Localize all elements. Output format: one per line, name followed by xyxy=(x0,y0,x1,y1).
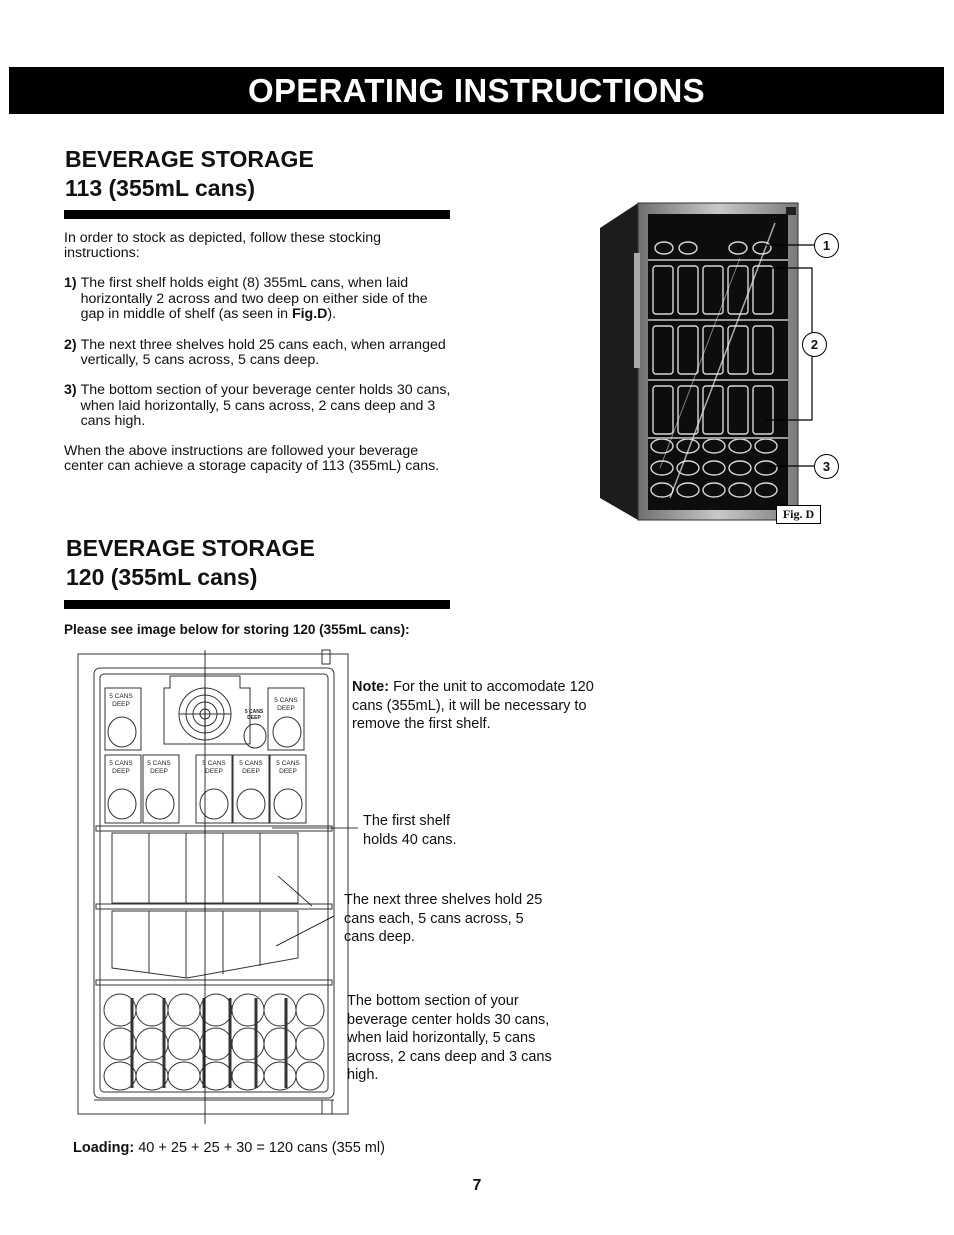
storage-diagram-120 xyxy=(72,648,362,1126)
item1-text xyxy=(81,276,454,322)
section1-intro: In order to stock as depicted, follow these stocking instructions: xyxy=(64,230,382,262)
section2-rule xyxy=(64,600,450,609)
item1-text-post: ). xyxy=(327,305,337,322)
instruction-item-3 xyxy=(64,383,454,429)
callout-marker-3: 3 xyxy=(814,454,839,479)
section1-heading xyxy=(65,145,314,203)
loading-summary xyxy=(73,1140,385,1156)
diagram-label: 5 CANS DEEP xyxy=(274,697,298,712)
section2-title-line2: 120 (355mL cans) xyxy=(66,564,258,590)
item1-number: 1) xyxy=(64,275,77,292)
diagram-label: 5 CANS DEEP xyxy=(244,709,264,721)
diagram-label: 5 CANS DEEP xyxy=(147,760,171,775)
section2-title-line1: BEVERAGE STORAGE xyxy=(66,535,315,561)
instruction-item-2 xyxy=(64,338,454,368)
figure-d-caption: Fig. D xyxy=(776,505,821,524)
callout-bottom-section: The bottom section of your beverage center holds 30 cans, when laid horizontally, 5 cans across, 2 cans deep and 3 cans high. xyxy=(347,993,552,1083)
callout-marker-2: 2 xyxy=(802,332,827,357)
callout-marker-1: 1 xyxy=(814,233,839,258)
section1-rule xyxy=(64,210,450,219)
callout-first-shelf: The first shelf holds 40 cans. xyxy=(363,813,457,848)
item1-text-pre: The first shelf holds eight (8) 355mL cans, when laid horizontally 2 across and two deep on either side of the gap in middle of shelf (as seen in xyxy=(80,275,428,322)
page-number: 7 xyxy=(472,1177,482,1194)
item1-fig-ref: Fig.D xyxy=(291,305,328,322)
note-text: For the unit to accomodate 120 cans (355mL), it will be necessary to remove the first shelf. xyxy=(352,679,594,732)
item3-text: The bottom section of your beverage center holds 30 cans, when laid horizontally, 5 cans across, 2 cans deep and 3 cans high. xyxy=(80,382,451,429)
section1-title-line2: 113 (355mL cans) xyxy=(65,175,256,201)
section2-heading xyxy=(66,534,315,592)
section1-body xyxy=(64,231,454,474)
section1-closing: When the above instructions are followed your beverage center can achieve a storage capacity of 113 (355mL) cans. xyxy=(64,443,440,475)
item2-text: The next three shelves hold 25 cans each, when arranged vertically, 5 cans across, 5 cans deep. xyxy=(80,337,446,369)
instruction-item-1 xyxy=(64,276,454,322)
diagram-label: 5 CANS DEEP xyxy=(276,760,300,775)
callout-next-shelves: The next three shelves hold 25 cans each, 5 cans across, 5 cans deep. xyxy=(344,892,543,945)
diagram-label: 5 CANS DEEP xyxy=(239,760,263,775)
note-label: Note: xyxy=(352,679,390,695)
diagram-label: 5 CANS DEEP xyxy=(109,760,133,775)
diagram-label: 5 CANS DEEP xyxy=(109,693,133,708)
diagram-label: 5 CANS DEEP xyxy=(202,760,226,775)
section2-subtitle: Please see image below for storing 120 (355mL cans): xyxy=(64,622,410,637)
item2-number: 2) xyxy=(64,337,77,354)
loading-text: 40 + 25 + 25 + 30 = 120 cans (355 ml) xyxy=(134,1140,385,1156)
item3-number: 3) xyxy=(64,382,77,399)
figure-d-illustration xyxy=(590,198,850,528)
section1-title-line1: BEVERAGE STORAGE xyxy=(65,146,314,172)
note-callout xyxy=(352,678,614,734)
loading-label: Loading: xyxy=(73,1140,135,1156)
page-title: OPERATING INSTRUCTIONS xyxy=(9,67,944,114)
